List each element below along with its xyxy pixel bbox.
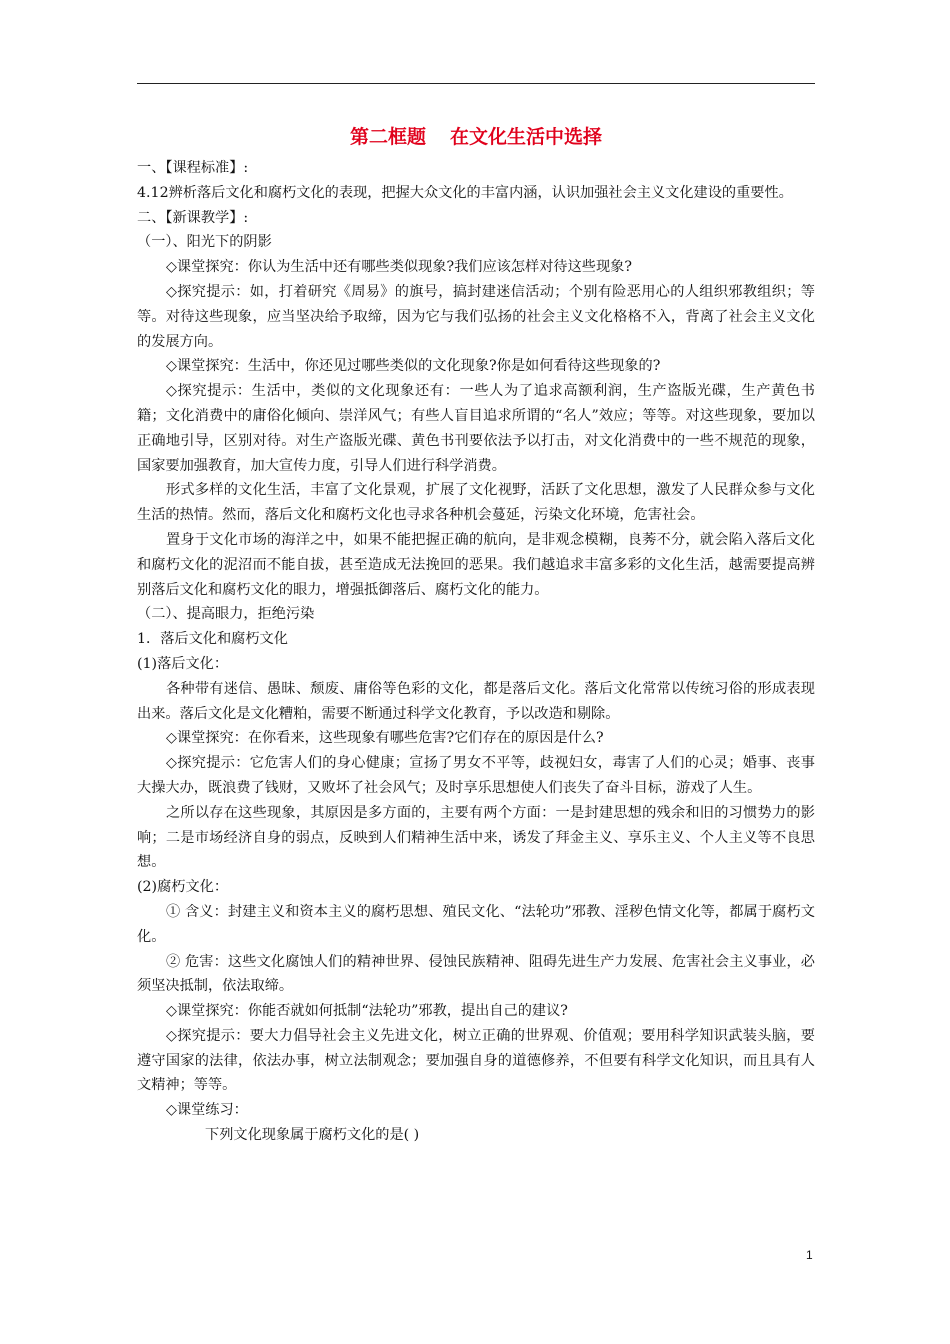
paragraph: ◇课堂探究：你认为生活中还有哪些类似现象?我们应该怎样对待这些现象? xyxy=(166,259,632,276)
paragraph: ◇探究提示：生活中，类似的文化现象还有：一些人为了追求高额利润，生产盗版光碟，生产黄色书籍；文化消费中的庸俗化倾向、崇洋风气；有些人盲目追求所谓的“名人”效应；等等。对这些现象，要加以正确地引导，区别对待。对生产盗版光碟、黄色书刊要依法予以打击，对文化消费中的一些不规范的现象，国家要加强教育，加大宣传力度，引导人们进行科学消费。 xyxy=(137,383,815,474)
paragraph: (2)腐朽文化： xyxy=(137,879,229,896)
paragraph: ◇课堂探究：你能否就如何抵制“法轮功”邪教，提出自己的建议? xyxy=(166,1003,568,1020)
header-rule xyxy=(137,83,815,84)
paragraph: ◇课堂探究：在你看来，这些现象有哪些危害?它们存在的原因是什么? xyxy=(166,730,604,747)
paragraph: 置身于文化市场的海洋之中，如果不能把握正确的航向，是非观念模糊，良莠不分，就会陷入落后文化和腐朽文化的泥沼而不能自拔，甚至造成无法挽回的恶果。我们越追求丰富多彩的文化生活，越需要提高辨别落后文化和腐朽文化的眼力，增强抵御落后、腐朽文化的能力。 xyxy=(137,531,815,598)
paragraph: ◇探究提示：如，打着研究《周易》的旗号，搞封建迷信活动；个别有险恶用心的人组织邪教组织；等等。对待这些现象，应当坚决给予取缔，因为它与我们弘扬的社会主义文化格格不入，背离了社会主义文化的发展方向。 xyxy=(137,283,815,350)
paragraph: 各种带有迷信、愚昧、颓废、庸俗等色彩的文化，都是落后文化。落后文化常常以传统习俗的形成表现出来。落后文化是文化糟粕，需要不断通过科学文化教育，予以改造和剔除。 xyxy=(137,680,815,722)
paragraph: （一）、阳光下的阴影 xyxy=(137,234,272,251)
title-part-2: 在文化生活中选择 xyxy=(450,126,603,148)
paragraph: 之所以存在这些现象，其原因是多方面的，主要有两个方面：一是封建思想的残余和旧的习惯势力的影响；二是市场经济自身的弱点，反映到人们精神生活中来，诱发了拜金主义、享乐主义、个人主义等不良思想。 xyxy=(137,804,815,871)
paragraph: ① 含义：封建主义和资本主义的腐朽思想、殖民文化、“法轮功”邪教、淫秽色情文化等，都属于腐朽文化。 xyxy=(137,903,815,945)
paragraph: (1)落后文化： xyxy=(137,655,229,672)
document-body xyxy=(137,122,815,1148)
paragraph: ② 危害：这些文化腐蚀人们的精神世界、侵蚀民族精神、阻碍先进生产力发展、危害社会主义事业，必须坚决抵制，依法取缔。 xyxy=(137,953,815,995)
title-part-1: 第二框题 xyxy=(349,126,426,148)
paragraph: 1．落后文化和腐朽文化 xyxy=(137,631,288,648)
paragraph: 形式多样的文化生活，丰富了文化景观，扩展了文化视野，活跃了文化思想，激发了人民群众参与文化生活的热情。然而，落后文化和腐朽文化也寻求各种机会蔓延，污染文化环境，危害社会。 xyxy=(137,482,815,524)
paragraph: 4.12辨析落后文化和腐朽文化的表现，把握大众文化的丰富内涵，认识加强社会主义文化建设的重要性。 xyxy=(137,184,793,201)
paragraph: 下列文化现象属于腐朽文化的是( ) xyxy=(205,1127,420,1144)
paragraph: 二、【新课教学】: xyxy=(137,209,249,226)
paragraph: 一、【课程标准】: xyxy=(137,160,249,176)
paragraph: ◇探究提示：要大力倡导社会主义先进文化，树立正确的世界观、价值观；要用科学知识武装头脑，要遵守国家的法律，依法办事，树立法制观念；要加强自身的道德修养，不但要有科学文化知识，而且具有人文精神；等等。 xyxy=(137,1027,815,1094)
page-number: 1 xyxy=(806,1248,813,1262)
paragraph: ◇课堂练习： xyxy=(166,1102,248,1119)
page-title xyxy=(137,122,815,152)
paragraph: （二）、提高眼力，拒绝污染 xyxy=(137,606,315,623)
paragraph-list xyxy=(137,156,815,1148)
paragraph: ◇探究提示：它危害人们的身心健康；宣扬了男女不平等，歧视妇女，毒害了人们的心灵；婚事、丧事大操大办，既浪费了钱财，又败坏了社会风气；及时享乐思想使人们丧失了奋斗目标，游戏了人生。 xyxy=(137,755,815,796)
paragraph: ◇课堂探究：生活中，你还见过哪些类似的文化现象?你是如何看待这些现象的? xyxy=(166,358,661,375)
